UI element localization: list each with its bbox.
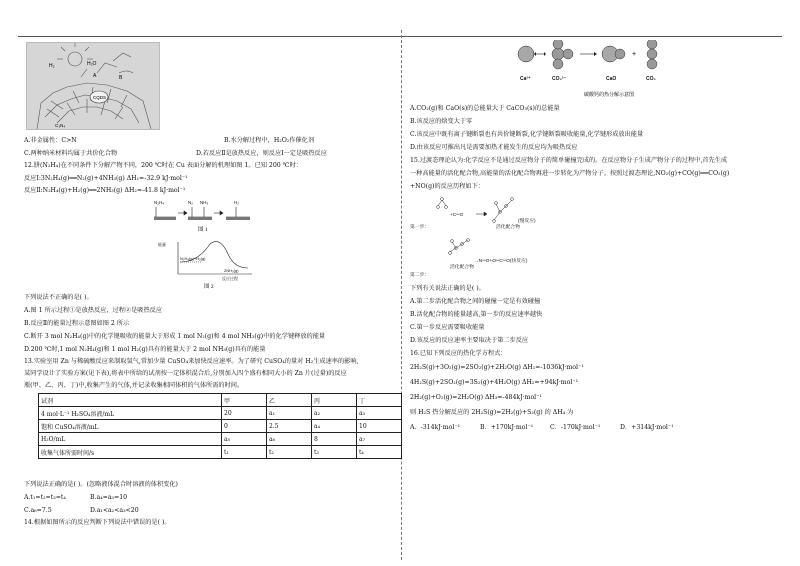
table-header-cell: 甲: [222, 394, 267, 407]
q16-option-a: A．-314kJ·mol⁻¹: [410, 424, 461, 431]
q15-line-3: +NO(g)的反应历程如下：: [410, 183, 484, 190]
table-cell: 收集气体所需时间/s: [39, 446, 222, 459]
q14-option-c: C.该反应中既有离子键断裂也有共价键断裂,化学键断裂吸收能量,化学键形成放出能量: [410, 131, 644, 138]
q13-question: 下列说法正确的是( )。(忽略液体混合时溶液的体积变化): [24, 481, 178, 488]
q13-option-d: D.a₁<a₂<a₃<20: [90, 507, 139, 514]
experiment-table: [38, 393, 402, 459]
step-2-complex-label: 活化配合物: [450, 265, 474, 270]
table-cell: a₂: [312, 407, 357, 420]
q12-question: 下列说法不正确的是( )。: [24, 294, 93, 301]
table-header-cell: 丙: [312, 394, 357, 407]
table-cell: 20: [222, 407, 267, 420]
table-cell: 4 mol·L⁻¹ H₂SO₄溶液/mL: [39, 407, 222, 420]
figure-2-caption: 图 2: [204, 284, 214, 290]
table-header-row: [39, 394, 402, 407]
caco3-caption: 碳酸钙的热分解示意图: [584, 93, 635, 98]
table-cell: t₃: [312, 446, 357, 459]
q13-option-c: C.a₆=7.5: [24, 507, 52, 514]
q16-equation-1: 2H₂S(g)+3O₂(g)=2SO₂(g)+2H₂O(g) ΔH₁=-1036kJ·mol⁻¹: [410, 364, 584, 371]
q13-line-3: 瓶(甲、乙、丙、丁)中,收集产生的气体,并记录收集相同体积的气体所需的时间。: [24, 382, 244, 389]
cqds-label: CQDS: [93, 95, 107, 100]
q12-option-b: B.反应Ⅱ的能量过程示意图如图 2 所示: [24, 320, 130, 327]
q13-option-b: B.a₄=a₅=10: [90, 494, 128, 501]
q15-option-d: D.该反应的反应速率主要取决于第二步反应: [410, 337, 529, 344]
q16-option-c: C．-170kJ·mol⁻¹: [550, 424, 601, 431]
q11-option-d: D.若反应Ⅱ是放热反应，则反应Ⅰ一定是吸热反应: [196, 150, 327, 157]
table-cell: 10: [357, 420, 402, 433]
figure-1-drawing: [150, 197, 260, 239]
carbonate-label: CO₃²⁻: [552, 76, 567, 82]
q16-option-d: D．+314kJ·mol⁻¹: [620, 424, 674, 431]
step-1-label: 第一步：: [410, 225, 430, 230]
a-label: A: [93, 73, 97, 79]
step-1-note: (慢反应): [518, 219, 536, 224]
caco3-drawing: [510, 40, 690, 100]
q16-stem: 16.已知下列反应的热化学方程式：: [410, 350, 507, 357]
table-cell: t₁: [222, 446, 267, 459]
step-2-figure: [410, 238, 610, 278]
figure-1-caption: 图 1: [198, 227, 208, 233]
q13-option-a: A.t₁=t₂=t₃=t₄: [24, 494, 66, 501]
table-row: [39, 446, 402, 459]
b-label: B: [119, 75, 123, 81]
q13-line-2: 某同学设计了实验方案(见下表),将表中所给的试剂按一定体积混合后,分别加入四个盛有相同大小的 Zn 片(过量)的反应: [24, 370, 347, 377]
q15-question: 下列有关说法正确的是( )。: [410, 285, 485, 292]
table-row: [39, 407, 402, 420]
table-cell: 饱和 CuSO₄溶液/mL: [39, 420, 222, 433]
table-cell: H₂O/mL: [39, 433, 222, 446]
table-cell: t₂: [267, 446, 312, 459]
q14-option-a: A.CO₂(g)和 CaO(s)的总能量大于 CaCO₃(s)的总能量: [410, 105, 560, 112]
table-header-cell: 丁: [357, 394, 402, 407]
table-cell: 2.5: [267, 420, 312, 433]
table-header-cell: 试剂: [39, 394, 222, 407]
q12-reaction-1: 反应Ⅰ:3N₂H₄(g)══N₂(g)+4NH₃(g) ΔH₁=-32.9 kJ·mol⁻¹: [24, 175, 188, 182]
q11-option-b: B.水分解过程中，H₂O₂作催化剂: [224, 137, 315, 144]
step-1-complex-label: 活化配合物: [496, 225, 520, 230]
q12-stem: 12.肼(N₂H₄)在不同条件下分解产物不同，200 ℃时在 Cu 表面分解的机理如图 1。已知 200 ℃时：: [24, 162, 302, 169]
q14-option-d: D.由该反应可推出凡是需要加热才能发生的反应均为吸热反应: [410, 144, 578, 151]
q16-equation-3: 2H₂(g)+O₂(g)=2H₂O(g) ΔH₃=-484kJ·mol⁻¹: [410, 394, 542, 401]
q15-line-2: 一种高能量的活化配合物,高能量的活化配合物再进一步转化为产物分子。按照过渡态理论,NO₂(g)+CO(g)══CO₂(g): [410, 170, 730, 177]
q16-question: 则 H₂S 热分解反应的 2H₂S(g)=2H₂(g)+S₂(g) 的 ΔH₄ 为: [410, 409, 574, 416]
q12-option-d: D.200 ℃时,1 mol N₂H₄(g)和 1 mol H₂(g)具有的能量大于 2 mol NH₃(g)具有的能量: [24, 346, 266, 353]
c3n4-label: C₃N₄: [55, 123, 66, 128]
q11-option-a: A.非金属性：C>N: [24, 137, 77, 144]
figure-2-drawing: [148, 238, 258, 290]
cao-label: CaO: [606, 76, 617, 82]
photocatalysis-image: [26, 42, 160, 130]
fig2-reactant-label: N₂H₄(g)+H₂(g): [180, 256, 206, 261]
svg-text:+: +: [632, 51, 637, 58]
table-cell: a₁: [267, 407, 312, 420]
fig1-n2-label: N₂: [188, 200, 193, 205]
q14-option-b: B.该反应的焓变大于零: [410, 118, 473, 125]
figure-1: [150, 197, 260, 239]
fig1-h2-label: H₂: [234, 200, 239, 205]
q16-option-b: B．+170kJ·mol⁻¹: [480, 424, 534, 431]
table-cell: a₆: [267, 433, 312, 446]
q14-stem: 14.根据如图所示的反应判断下列说法中错误的是( )。: [24, 519, 171, 526]
table-header-cell: 乙: [267, 394, 312, 407]
q11-option-c: C.两种纳米材料均属于共价化合物: [24, 150, 118, 157]
table-cell: a₅: [222, 433, 267, 446]
fig1-nh3-label: NH₃: [200, 200, 209, 205]
step-1-figure: [410, 192, 610, 242]
table-cell: a₄: [312, 420, 357, 433]
step-2-drawing: [410, 238, 610, 278]
h2-label: H₂: [49, 63, 55, 69]
q16-equation-2: 4H₂S(g)+2SO₂(g)=3S₂(g)+4H₂O(g) ΔH₂=+94kJ·mol⁻¹: [410, 379, 579, 386]
co2-label: CO₂: [646, 76, 656, 82]
figure-2: [148, 238, 258, 290]
fig2-y-label: 能量: [158, 242, 166, 247]
q12-option-c: C.断开 3 mol N₂H₄(g)中的化学键吸收的能量大于形成 1 mol N₂(g)和 4 mol NH₃(g)中的化学键释放的能量: [24, 333, 326, 340]
table-cell: a₃: [357, 407, 402, 420]
top-rule: [18, 36, 782, 37]
q13-line-1: 13.实验室用 Zn 与稀硫酸反应来制取氢气,常加少量 CuSO₄来加快反应速率。为了研究 CuSO₄的量对 H₂生成速率的影响,: [24, 358, 359, 365]
table-cell: t₄: [357, 446, 402, 459]
q12-option-a: A.图 1 所示过程①是放热反应，过程②是吸热反应: [24, 307, 163, 314]
step-1-drawing: [410, 192, 610, 242]
h2o-label: H₂O: [87, 61, 97, 67]
step-2-label: 第二步：: [410, 273, 430, 278]
column-divider: [401, 30, 402, 560]
table-row: [39, 433, 402, 446]
table-cell: 0: [222, 420, 267, 433]
step-2-product-chain: →N═O+O═C═O(快反应): [474, 259, 528, 264]
q15-option-a: A.第二步活化配合物之间的碰撞一定是有效碰撞: [410, 298, 541, 305]
caco3-figure: [510, 40, 690, 100]
fig2-product-label: 2NH₃(g): [224, 268, 239, 273]
q15-option-c: C.第一步反应需要吸收能量: [410, 324, 485, 331]
fig2-x-label: 反应过程: [222, 276, 238, 281]
ca-ion-label: Ca²⁺: [520, 76, 531, 82]
q12-reaction-2: 反应Ⅱ:N₂H₄(g)+H₂(g)══2NH₃(g) ΔH₂=-41.8 kJ·mol⁻¹: [24, 187, 186, 194]
q15-line-1: 15.过渡态理论认为:化学反应不是通过反应物分子的简单碰撞完成的。在反应物分子生成产物分子的过程中,首先生成: [410, 157, 728, 164]
q15-option-b: B.活化配合物的能量越高,第一步的反应速率越快: [410, 311, 543, 318]
fig1-n2h4-label: N₂H₄: [154, 200, 165, 205]
table-cell: a₇: [357, 433, 402, 446]
table-cell: 8: [312, 433, 357, 446]
step-1-co-label: +C═O: [450, 213, 464, 218]
table-row: [39, 420, 402, 433]
photocatalysis-drawing: [27, 43, 159, 129]
